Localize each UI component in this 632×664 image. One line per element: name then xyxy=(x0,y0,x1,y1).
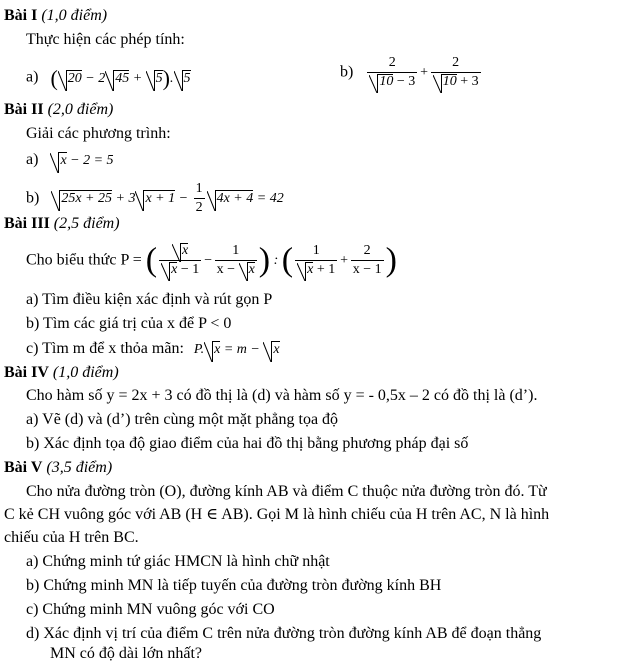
bai4-title: Bài IV xyxy=(4,364,49,381)
bai1-part-b xyxy=(340,54,483,91)
bai1-a-label: a) xyxy=(26,68,39,86)
bai4-item-a: a) Vẽ (d) và (d’) trên cùng một mặt phẳng tọa độ xyxy=(26,411,339,428)
bai3-heading xyxy=(4,214,120,234)
bai2-part-b xyxy=(26,180,284,217)
bai1-instruction: Thực hiện các phép tính: xyxy=(26,31,185,48)
bai1-part-a xyxy=(26,61,191,95)
bai5-item-d-line-1: d) Xác định vị trí của điểm C trên nửa đường tròn đường kính AB để đoạn thẳng xyxy=(26,625,542,642)
bai3-c-text: c) Tìm m để x thỏa mãn: xyxy=(26,340,184,357)
bai4-heading xyxy=(4,363,119,383)
bai2-instruction: Giải các phương trình: xyxy=(26,125,171,142)
bai5-intro-line-2: C kẻ CH vuông góc với AB (H ∈ AB). Gọi M là hình chiếu của H trên AC, N là hình xyxy=(4,506,550,523)
bai5-points: (3,5 điểm) xyxy=(46,459,113,476)
bai2-points: (2,0 điểm) xyxy=(47,101,114,118)
bai4-item-b: b) Xác định tọa độ giao điểm của hai đồ thị bằng phương pháp đại số xyxy=(26,435,469,452)
bai3-item-a: a) Tìm điều kiện xác định và rút gọn P xyxy=(26,291,273,308)
bai5-item-d-line-2: MN có độ dài lớn nhất? xyxy=(50,645,202,662)
bai4-intro: Cho hàm số y = 2x + 3 có đồ thị là (d) và hàm số y = - 0,5x – 2 có đồ thị là (d’). xyxy=(26,387,538,404)
bai5-heading xyxy=(4,458,112,478)
bai1-heading xyxy=(4,6,107,26)
bai1-title: Bài I xyxy=(4,7,38,24)
bai2-part-a xyxy=(26,150,114,171)
bai2-a-label: a) xyxy=(26,151,39,168)
bai5-intro-line-3: chiếu của H trên BC. xyxy=(4,529,139,546)
bai3-item-c xyxy=(26,339,280,360)
bai3-intro: Cho biểu thức P = xyxy=(26,251,142,269)
bai1-b-label: b) xyxy=(340,63,354,81)
bai3-points: (2,5 điểm) xyxy=(53,215,120,232)
bai2-heading xyxy=(4,100,113,120)
bai1-b-expr: $\frac{2}{10 - 3}$ + $\frac{2}{10 + 3}$ xyxy=(365,63,482,80)
bai2-b-label: b) xyxy=(26,189,40,207)
bai5-title: Bài V xyxy=(4,459,43,476)
bai5-intro-line-1: Cho nửa đường tròn (O), đường kính AB và điểm C thuộc nửa đường tròn đó. Từ xyxy=(26,483,547,500)
bai1-points: (1,0 điểm) xyxy=(41,7,108,24)
bai3-c-expr: P. x = m − x xyxy=(194,340,280,357)
bai2-a-expr: x − 2 = 5 xyxy=(50,151,113,168)
bai2-title: Bài II xyxy=(4,101,44,118)
bai3-p-line xyxy=(26,240,397,281)
bai2-b-expr: 25x + 25 + 3 x + 1 − $\frac{1}{2}$ 4x + 4 = 42 xyxy=(51,189,283,206)
bai3-p-expr: ( $\frac{x}{x - 1}$ − $\frac{1}{x - x}$ ) : ( $\frac{1}{x + 1}$ + $\frac{2}{x - 1}$ ) xyxy=(145,241,397,279)
bai5-item-b: b) Chứng minh MN là tiếp tuyến của đường tròn đường kính BH xyxy=(26,577,442,594)
bai5-item-a: a) Chứng minh tứ giác HMCN là hình chữ nhật xyxy=(26,553,330,570)
bai4-points: (1,0 điểm) xyxy=(52,364,119,381)
bai3-item-b: b) Tìm các giá trị của x để P < 0 xyxy=(26,315,232,332)
bai1-a-expr: ( 20 − 2 45 + 5). 5 xyxy=(50,65,191,90)
bai5-item-c: c) Chứng minh MN vuông góc với CO xyxy=(26,601,275,618)
bai3-title: Bài III xyxy=(4,215,50,232)
